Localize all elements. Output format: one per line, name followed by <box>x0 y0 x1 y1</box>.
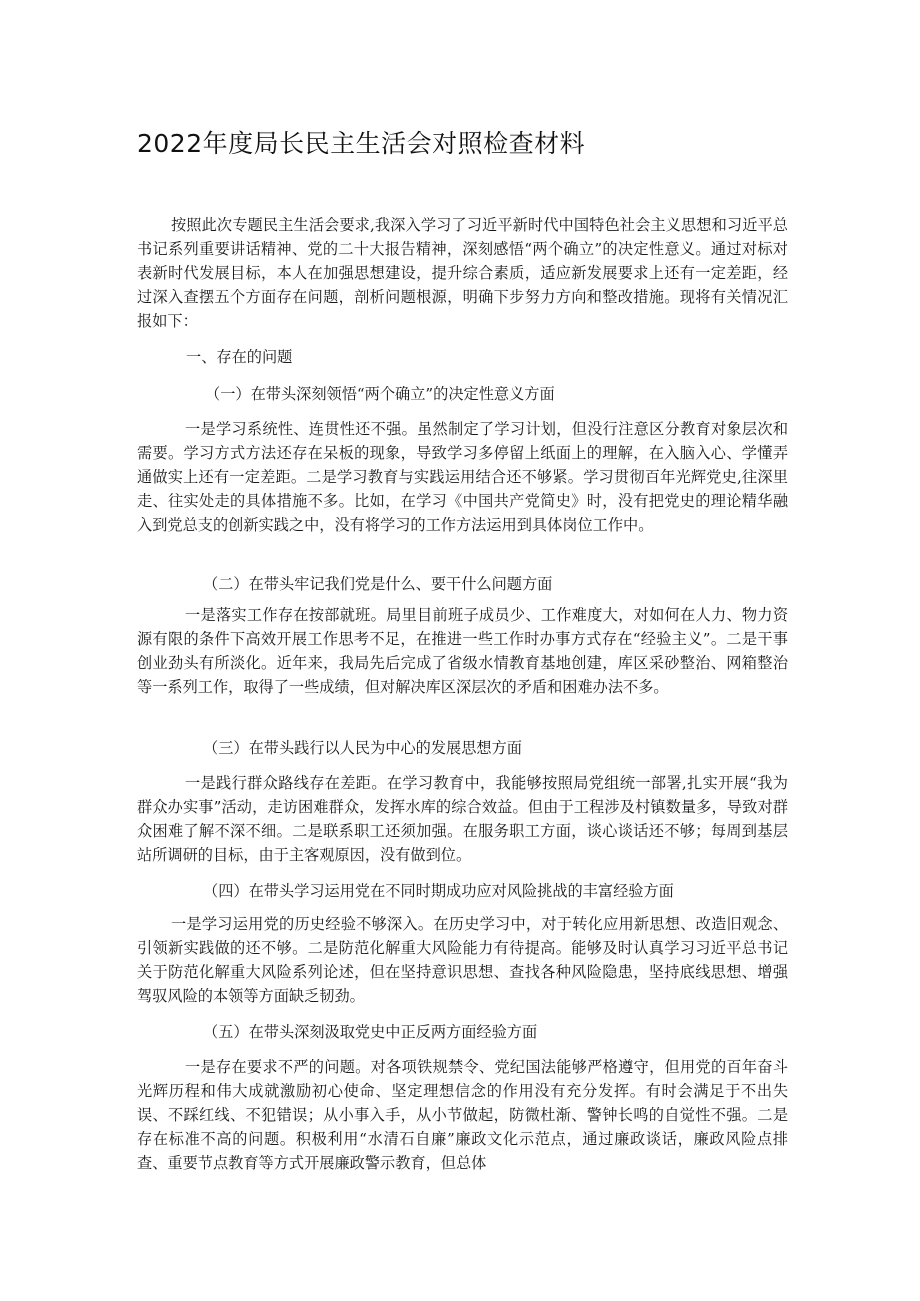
intro-paragraph: 按照此次专题民主生活会要求,我深入学习了习近平新时代中国特色社会主义思想和习近平总书记系列重要讲话精神、党的二十大报告精神，深刻感悟“两个确立”的决定性意义。通过对标对表新时代发展目标，本人在加强思想建设，提升综合素质，适应新发展要求上还有一定差距，经过深入查摆五个方面存在问题，剖析问题根源，明确下步努力方向和整改措施。现将有关情况汇报如下： <box>137 216 788 330</box>
subsection-body-4: 一是学习运用党的历史经验不够深入。在历史学习中，对于转化应用新思想、改造旧观念、引领新实践做的还不够。二是防范化解重大风险能力有待提高。能够及时认真学习习近平总书记关于防范化解重大风险系列论述，但在坚持意识思想、查找各种风险隐患，坚持底线思想、增强驾驭风险的本领等方面缺乏韧劲。 <box>137 915 788 1005</box>
document-title: 2022年度局长民主生活会对照检查材料 <box>137 129 586 158</box>
subsection-heading-1: （一）在带头深刻领悟“两个确立”的决定性意义方面 <box>205 385 555 403</box>
section-heading-problems: 一、存在的问题 <box>186 348 293 366</box>
subsection-heading-2: （二）在带头牢记我们党是什么、要干什么问题方面 <box>203 575 553 593</box>
subsection-body-5: 一是存在要求不严的问题。对各项铁规禁令、党纪国法能够严格遵守，但用党的百年奋斗光辉历程和伟大成就激励初心使命、坚定理想信念的作用没有充分发挥。有时会满足于不出失误、不踩红线、不犯错误；从小事入手，从小节做起，防微杜渐、警钟长鸣的自觉性不强。二是存在标准不高的问题。积极利用“水清石自廉”廉政文化示范点，通过廉政谈话，廉政风险点排查、重要节点教育等方式开展廉政警示教育，但总体 <box>137 1058 788 1172</box>
subsection-heading-4: （四）在带头学习运用党在不同时期成功应对风险挑战的丰富经验方面 <box>203 882 674 900</box>
subsection-body-1: 一是学习系统性、连贯性还不强。虽然制定了学习计划，但没行注意区分教育对象层次和需要。学习方式方法还存在呆板的现象，导致学习多停留上纸面上的理解，在入脑入心、学懂弄通做实上还有一定差距。二是学习教育与实践运用结合还不够紧。学习贯彻百年光辉党史,往深里走、往实处走的具体措施不多。比如，在学习《中国共产党简史》时，没有把党史的理论精华融入到党总支的创新实践之中，没有将学习的工作方法运用到具体岗位工作中。 <box>137 420 788 534</box>
subsection-heading-5: （五）在带头深刻汲取党史中正反两方面经验方面 <box>203 1023 538 1041</box>
subsection-heading-3: （三）在带头践行以人民为中心的发展思想方面 <box>203 739 522 757</box>
subsection-body-3: 一是践行群众路线存在差距。在学习教育中，我能够按照局党组统一部署,扎实开展“我为群众办实事”活动，走访困难群众，发挥水库的综合效益。但由于工程涉及村镇数量多，导致对群众困难了解不深不细。二是联系职工还须加强。在服务职工方面，谈心谈话还不够；每周到基层站所调研的目标，由于主客观原因，没有做到位。 <box>137 774 788 864</box>
subsection-body-2: 一是落实工作存在按部就班。局里目前班子成员少、工作难度大，对如何在人力、物力资源有限的条件下高效开展工作思考不足，在推进一些工作时办事方式存在“经验主义”。二是干事创业劲头有所淡化。近年来，我局先后完成了省级水情教育基地创建，库区采砂整治、网箱整治等一系列工作，取得了一些成绩，但对解决库区深层次的矛盾和困难办法不多。 <box>137 606 788 696</box>
